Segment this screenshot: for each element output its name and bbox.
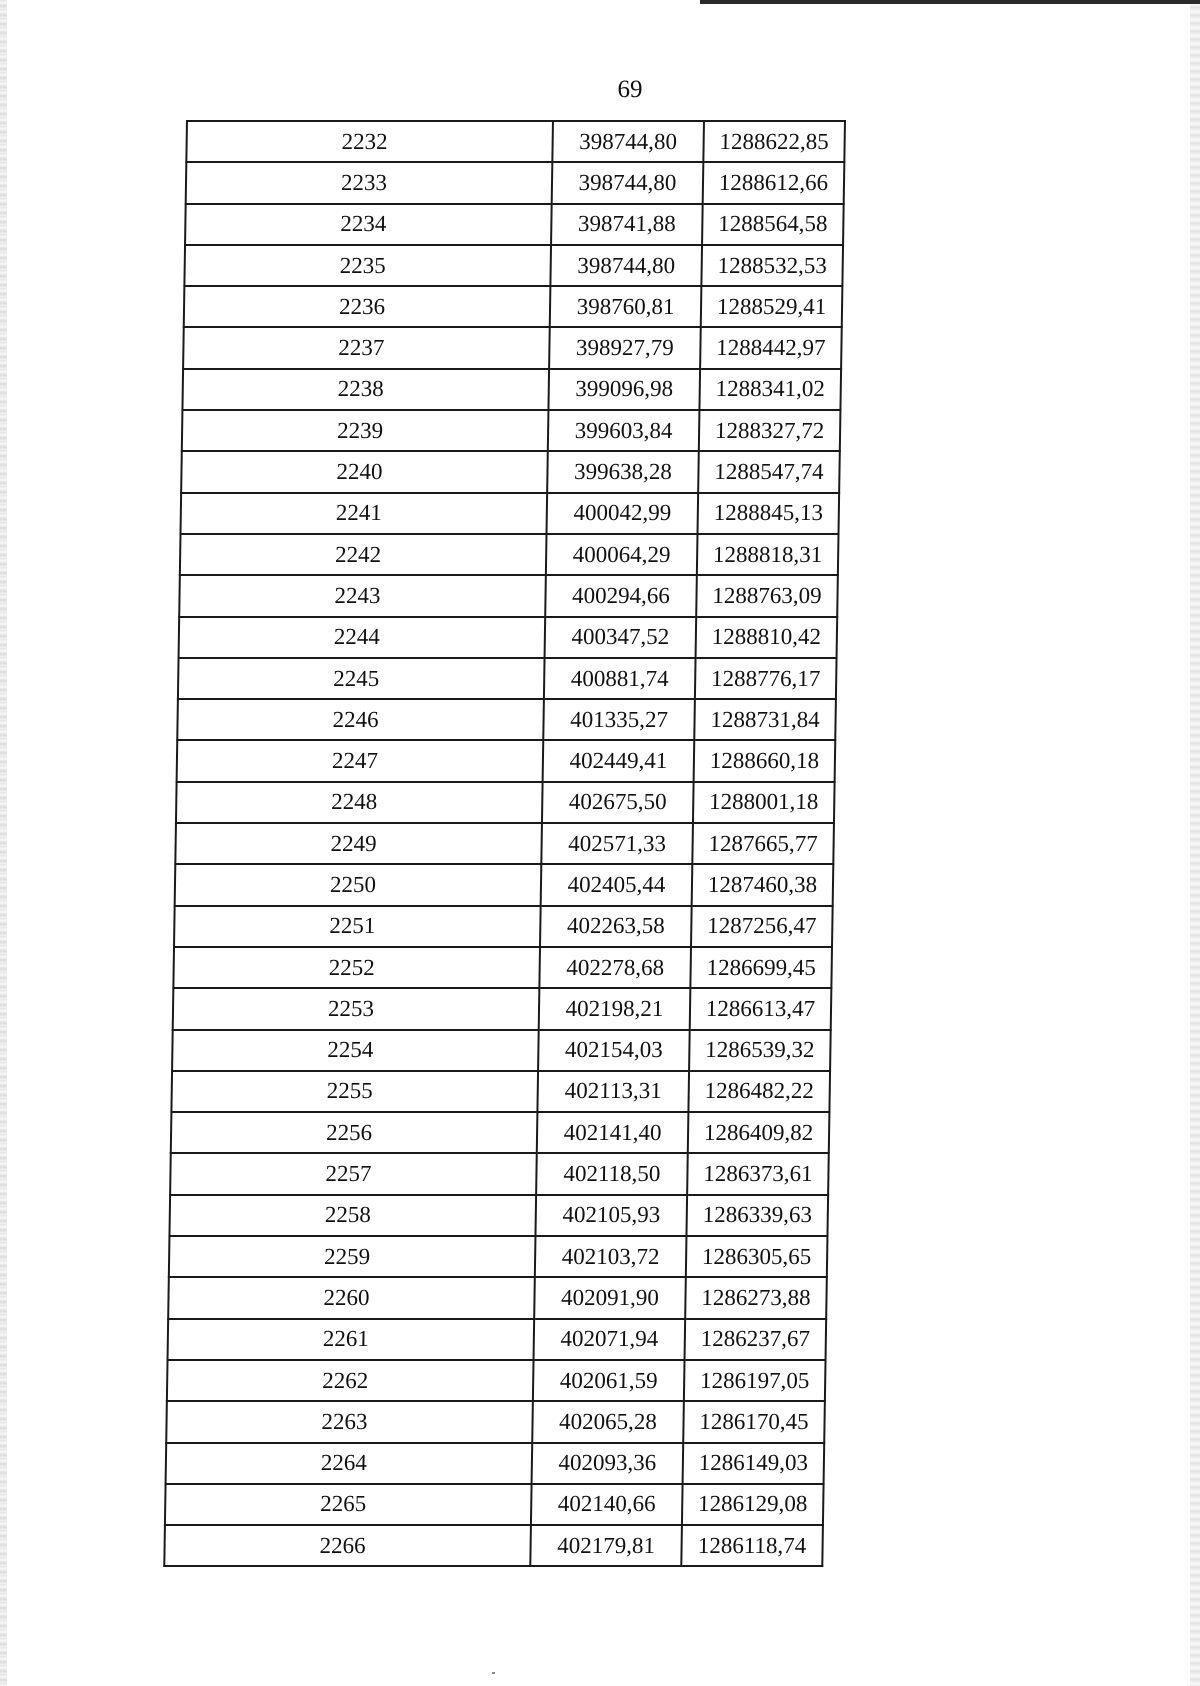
table-row [181,451,840,492]
point-number-cell: 2239 [182,410,549,451]
y-coordinate-cell: 1286129,08 [682,1484,824,1525]
x-coordinate-cell: 402141,40 [537,1112,689,1153]
table-row [164,1525,823,1566]
table-row [179,617,838,658]
point-number-cell: 2256 [171,1112,538,1153]
x-coordinate-cell: 402263,58 [540,906,692,947]
y-coordinate-cell: 1288763,09 [696,575,838,616]
table-row [165,1484,824,1525]
y-coordinate-cell: 1288532,53 [701,245,843,286]
y-coordinate-cell: 1286409,82 [688,1112,830,1153]
table-row [173,947,832,988]
y-coordinate-cell: 1286539,32 [689,1030,831,1071]
y-coordinate-cell: 1287256,47 [691,906,833,947]
x-coordinate-cell: 402091,90 [534,1277,686,1318]
point-number-cell: 2255 [171,1071,538,1112]
table-row [182,410,841,451]
point-number-cell: 2254 [172,1030,539,1071]
x-coordinate-cell: 400064,29 [546,534,698,575]
table-row [166,1401,825,1442]
y-coordinate-cell: 1286273,88 [685,1277,827,1318]
table-row [171,1112,830,1153]
table-row [180,493,839,534]
x-coordinate-cell: 398927,79 [549,327,701,368]
y-coordinate-cell: 1286373,61 [687,1153,829,1194]
point-number-cell: 2266 [164,1525,531,1566]
table-row [182,369,841,410]
y-coordinate-cell: 1288547,74 [698,451,840,492]
x-coordinate-cell: 400881,74 [544,658,696,699]
y-coordinate-cell: 1288442,97 [700,327,842,368]
point-number-cell: 2261 [168,1319,535,1360]
scan-artifact [492,1672,495,1674]
x-coordinate-cell: 398744,80 [550,245,702,286]
y-coordinate-cell: 1288327,72 [699,410,841,451]
x-coordinate-cell: 398741,88 [551,204,703,245]
table-row [169,1195,828,1236]
point-number-cell: 2250 [175,864,542,905]
y-coordinate-cell: 1286699,45 [690,947,832,988]
table-row [167,1360,826,1401]
y-coordinate-cell: 1286118,74 [681,1525,823,1566]
x-coordinate-cell: 400294,66 [545,575,697,616]
y-coordinate-cell: 1288612,66 [703,162,845,203]
x-coordinate-cell: 402278,68 [539,947,691,988]
point-number-cell: 2233 [186,162,553,203]
x-coordinate-cell: 402449,41 [543,740,695,781]
x-coordinate-cell: 402061,59 [533,1360,685,1401]
y-coordinate-cell: 1288731,84 [694,699,836,740]
table-row [184,245,843,286]
y-coordinate-cell: 1286197,05 [684,1360,826,1401]
x-coordinate-cell: 399096,98 [548,369,700,410]
table-row [169,1236,828,1277]
x-coordinate-cell: 402071,94 [534,1319,686,1360]
x-coordinate-cell: 402103,72 [535,1236,687,1277]
x-coordinate-cell: 402405,44 [541,864,693,905]
x-coordinate-cell: 402105,93 [535,1195,687,1236]
y-coordinate-cell: 1288660,18 [694,740,836,781]
top-rule [700,0,1200,4]
table-row [174,906,833,947]
x-coordinate-cell: 402154,03 [538,1030,690,1071]
y-coordinate-cell: 1288622,85 [703,121,845,162]
table-row [175,864,834,905]
y-coordinate-cell: 1287665,77 [692,823,834,864]
point-number-cell: 2234 [185,204,552,245]
y-coordinate-cell: 1286149,03 [683,1443,825,1484]
point-number-cell: 2232 [186,121,553,162]
x-coordinate-cell: 398744,80 [552,162,704,203]
table-row [166,1443,825,1484]
table-row [168,1319,827,1360]
point-number-cell: 2264 [166,1443,533,1484]
y-coordinate-cell: 1288529,41 [701,286,843,327]
point-number-cell: 2242 [180,534,547,575]
point-number-cell: 2243 [179,575,546,616]
y-coordinate-cell: 1288001,18 [693,782,835,823]
point-number-cell: 2252 [173,947,540,988]
point-number-cell: 2265 [165,1484,532,1525]
x-coordinate-cell: 401335,27 [543,699,695,740]
x-coordinate-cell: 398760,81 [550,286,702,327]
point-number-cell: 2245 [178,658,545,699]
point-number-cell: 2246 [177,699,544,740]
point-number-cell: 2237 [183,327,550,368]
y-coordinate-cell: 1288776,17 [695,658,837,699]
table-row [170,1153,829,1194]
y-coordinate-cell: 1288341,02 [699,369,841,410]
table-row [183,327,842,368]
point-number-cell: 2238 [182,369,549,410]
coordinates-table-body [164,121,845,1566]
x-coordinate-cell: 402571,33 [541,823,693,864]
table-row [184,286,843,327]
table-row [179,575,838,616]
x-coordinate-cell: 400042,99 [546,493,698,534]
y-coordinate-cell: 1286305,65 [686,1236,828,1277]
point-number-cell: 2235 [184,245,551,286]
point-number-cell: 2241 [180,493,547,534]
x-coordinate-cell: 400347,52 [545,617,697,658]
y-coordinate-cell: 1288818,31 [697,534,839,575]
point-number-cell: 2244 [179,617,546,658]
point-number-cell: 2251 [174,906,541,947]
table-row [171,1071,830,1112]
coordinates-table [163,120,846,1567]
y-coordinate-cell: 1288845,13 [697,493,839,534]
scan-left-edge [0,0,7,1686]
x-coordinate-cell: 402118,50 [536,1153,688,1194]
point-number-cell: 2240 [181,451,548,492]
y-coordinate-cell: 1288810,42 [696,617,838,658]
table-row [178,658,837,699]
x-coordinate-cell: 399638,28 [547,451,699,492]
table-row [175,823,834,864]
point-number-cell: 2263 [166,1401,533,1442]
table-row [173,988,832,1029]
point-number-cell: 2253 [173,988,540,1029]
table-row [168,1277,827,1318]
point-number-cell: 2247 [177,740,544,781]
y-coordinate-cell: 1286613,47 [690,988,832,1029]
page-number: 69 [617,76,643,103]
scan-right-edge [1190,0,1200,1686]
table-row [186,121,845,162]
table-row [177,740,836,781]
point-number-cell: 2257 [170,1153,537,1194]
table-row [180,534,839,575]
x-coordinate-cell: 402113,31 [537,1071,689,1112]
x-coordinate-cell: 402675,50 [542,782,694,823]
y-coordinate-cell: 1286339,63 [686,1195,828,1236]
table-row [186,162,845,203]
x-coordinate-cell: 402179,81 [530,1525,682,1566]
x-coordinate-cell: 402140,66 [531,1484,683,1525]
point-number-cell: 2248 [176,782,543,823]
point-number-cell: 2262 [167,1360,534,1401]
y-coordinate-cell: 1287460,38 [692,864,834,905]
table-row [185,204,844,245]
y-coordinate-cell: 1288564,58 [702,204,844,245]
y-coordinate-cell: 1286482,22 [688,1071,830,1112]
x-coordinate-cell: 399603,84 [548,410,700,451]
y-coordinate-cell: 1286237,67 [685,1319,827,1360]
point-number-cell: 2260 [168,1277,535,1318]
point-number-cell: 2259 [169,1236,536,1277]
x-coordinate-cell: 402093,36 [532,1443,684,1484]
table-row [177,699,836,740]
x-coordinate-cell: 398744,80 [552,121,704,162]
y-coordinate-cell: 1286170,45 [683,1401,825,1442]
x-coordinate-cell: 402198,21 [539,988,691,1029]
table-row [172,1030,831,1071]
table-row [176,782,835,823]
point-number-cell: 2249 [175,823,542,864]
point-number-cell: 2236 [184,286,551,327]
point-number-cell: 2258 [169,1195,536,1236]
x-coordinate-cell: 402065,28 [532,1401,684,1442]
